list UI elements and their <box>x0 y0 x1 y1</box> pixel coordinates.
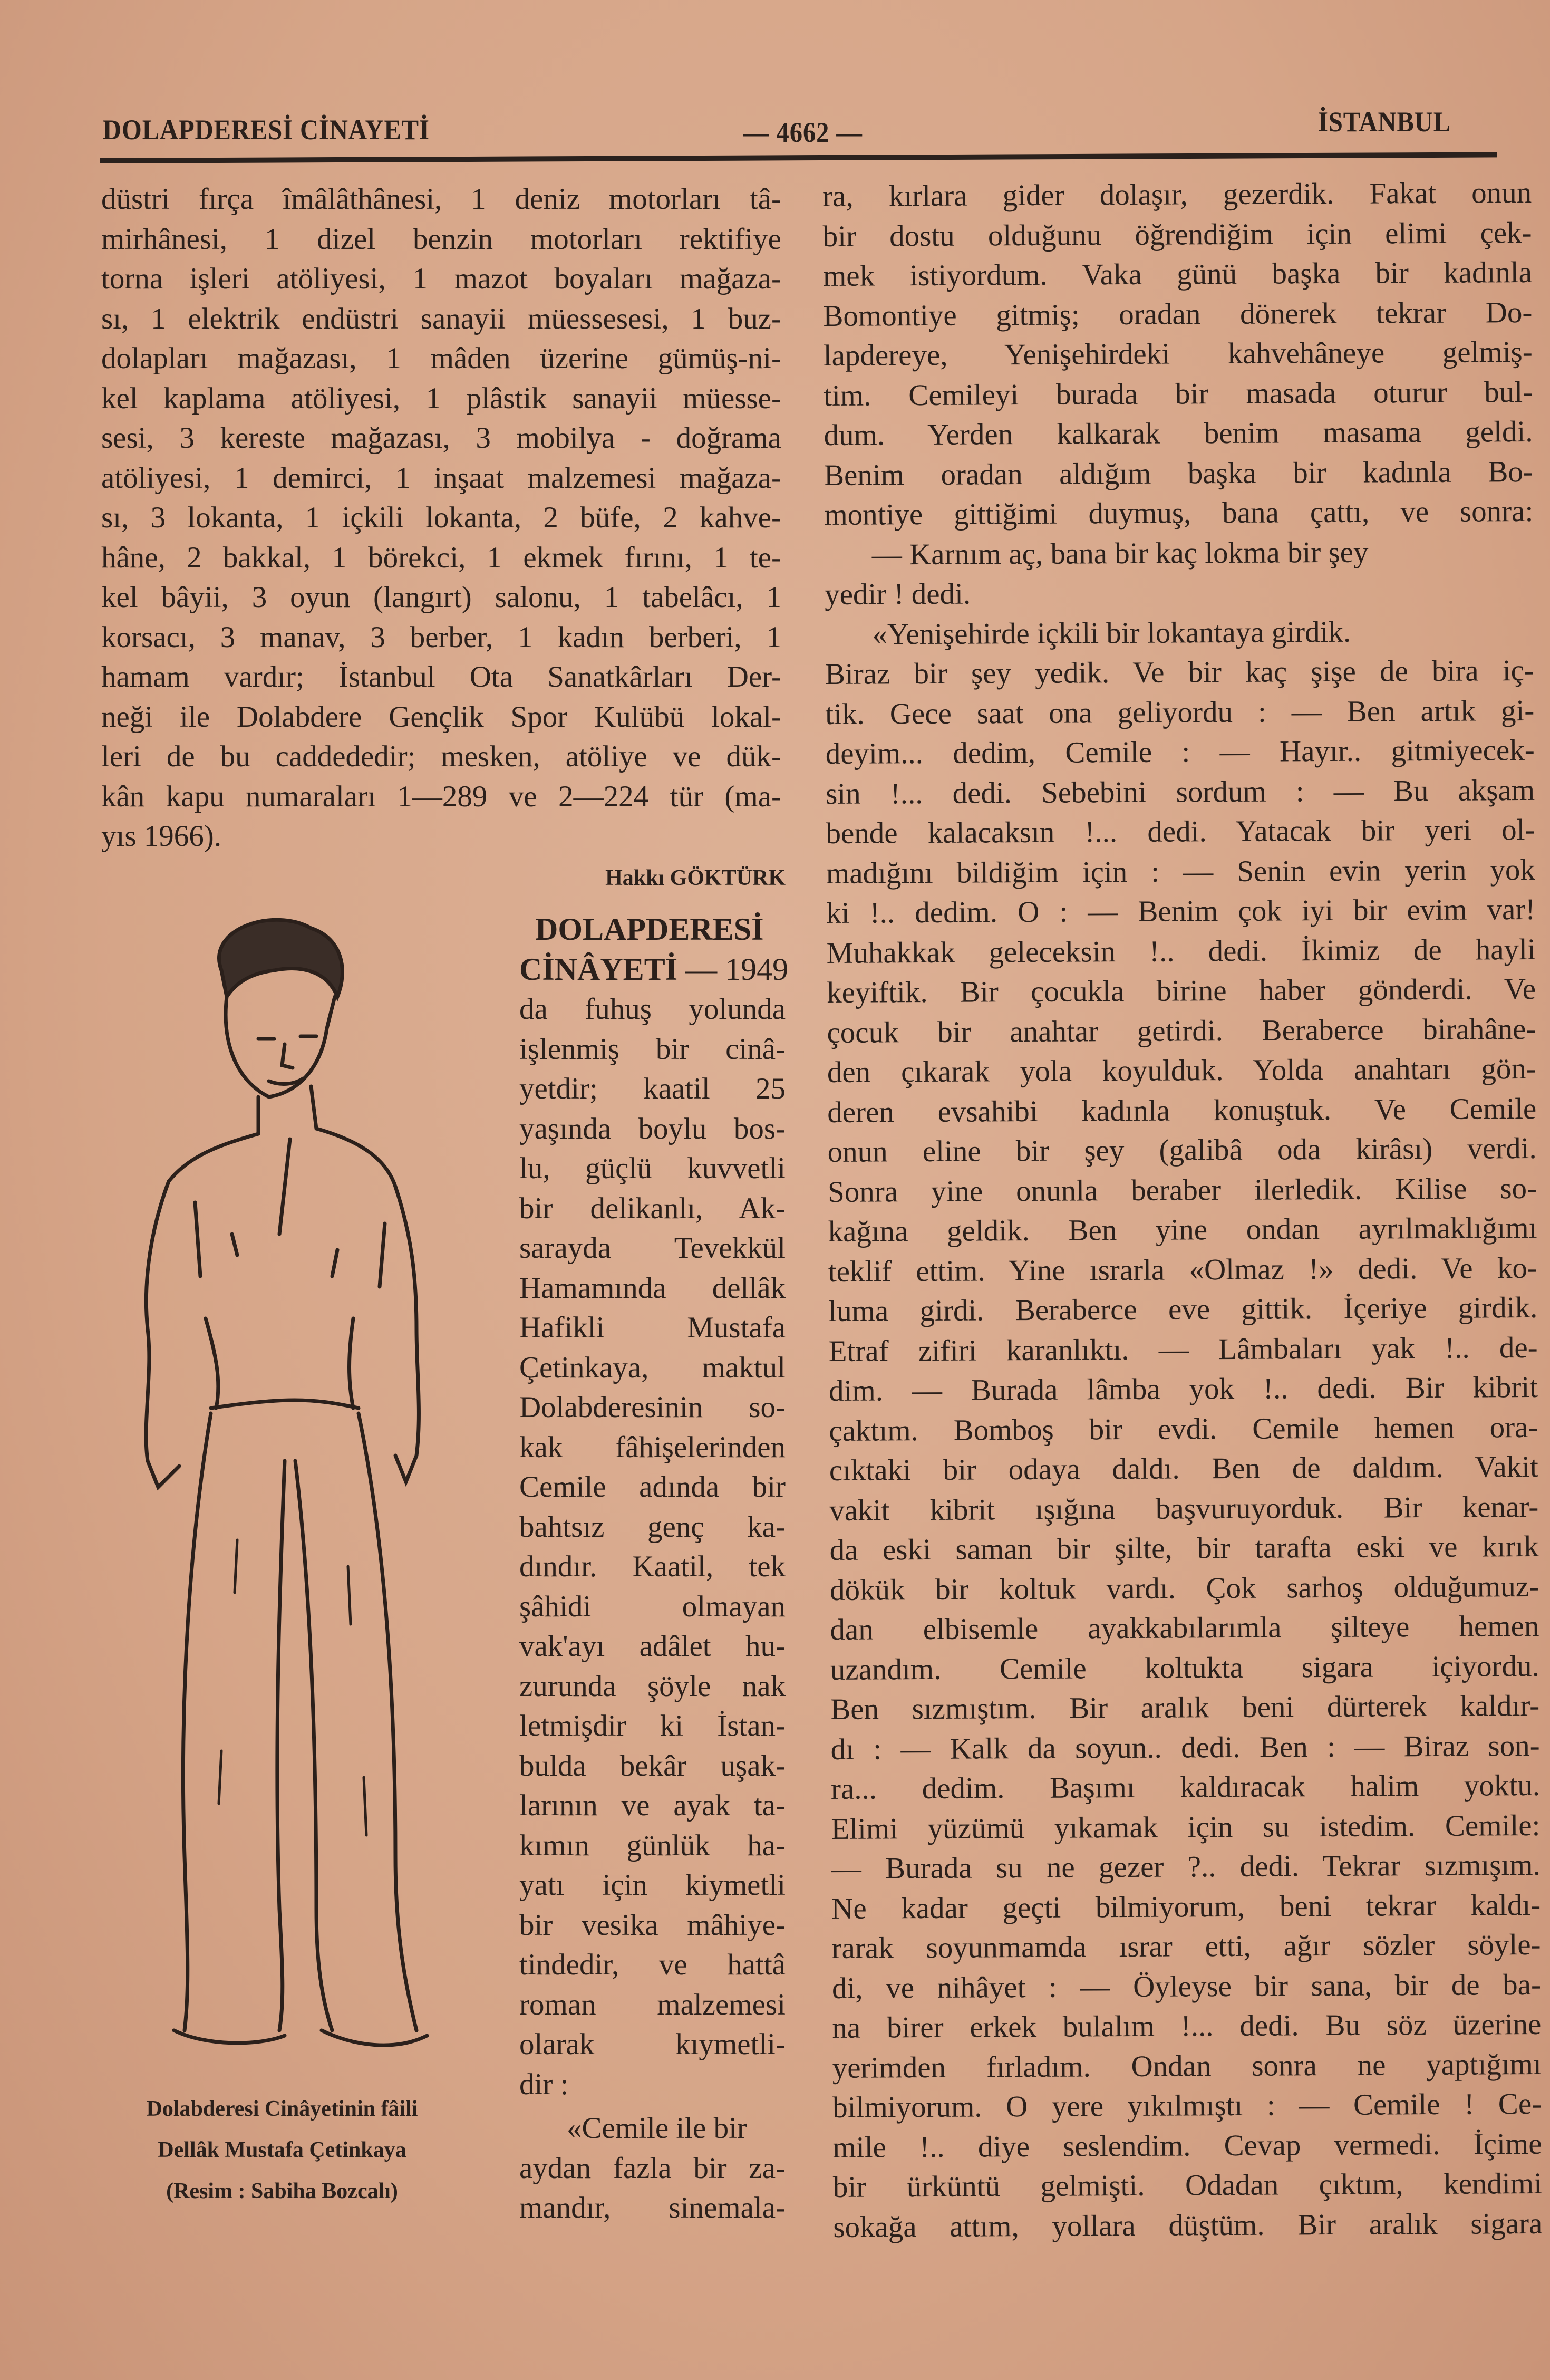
text-line: Hamamında dellâk <box>519 1271 786 1305</box>
text-line: neği ile Dolabdere Gençlik Spor Kulübü lokal- <box>101 700 781 734</box>
text-line: yıs 1966). <box>101 820 221 853</box>
text-line: ra, kırlara gider dolaşır, gezerdik. Fakat onun <box>822 176 1532 213</box>
text-line: torna işleri atöliyesi, 1 mazot boyaları mağaza- <box>101 262 781 295</box>
text-line: Ne kadar geçti bilmiyorum, beni tekrar kaldı- <box>831 1888 1541 1925</box>
running-header-title: DOLAPDERESİ CİNAYETİ <box>103 114 430 146</box>
text-line: sı, 1 elektrik endüstri sanayii müessesesi, 1 buz- <box>101 302 781 335</box>
text-line: çocuk bir anahtar getirdi. Beraberce birahâne- <box>827 1012 1536 1049</box>
text-line: zurunda şöyle nak <box>519 1669 786 1703</box>
caption-line: (Resim : Sabiha Bozcalı) <box>166 2179 398 2203</box>
caption-line: Dellâk Mustafa Çetinkaya <box>158 2138 406 2162</box>
text-line: lu, güçlü kuvvetli <box>519 1152 786 1185</box>
text-line: dim. — Burada lâmba yok !.. dedi. Bir kibrit <box>828 1370 1538 1408</box>
text-line: cıktaki bir odaya daldı. Ben de daldım. Vakit <box>829 1450 1538 1487</box>
text-line: mirhânesi, 1 dizel benzin motorları rektifiye <box>101 222 781 256</box>
article-year: — 1949 <box>677 951 789 987</box>
text-line: letmişdir ki İstan- <box>519 1709 786 1742</box>
text-line: yedir ! dedi. <box>824 577 971 611</box>
text-line: madığını bildiğim için : — Senin evin yerin yok <box>826 853 1536 890</box>
caption-line: Dolabderesi Cinâyetinin fâili <box>146 2097 418 2121</box>
text-line: luma girdi. Beraberce eve gittik. İçeriye girdik. <box>828 1290 1538 1328</box>
text-line: dum. Yerden kalkarak benim masama geldi. <box>824 415 1533 452</box>
text-line: aydan fazla bir za- <box>519 2151 786 2185</box>
text-line: bir delikanlı, Ak- <box>519 1191 786 1225</box>
text-line: Elimi yüzümü yıkamak için su istedim. Cemile: <box>831 1808 1541 1846</box>
text-line: tindedir, ve hattâ <box>519 1948 786 1981</box>
text-line: kel bâyii, 3 oyun (langırt) salonu, 1 tabelâcı, 1 <box>101 581 781 614</box>
text-line: na birer erkek bulalım !... dedi. Bu söz üzerine <box>832 2007 1542 2045</box>
text-line: lapdereye, Yenişehirdeki kahvehâneye gelmiş- <box>823 335 1533 372</box>
text-line: tik. Gece saat ona geliyordu : — Ben artık gi- <box>825 693 1535 731</box>
text-line: Cemile adında bir <box>519 1470 786 1504</box>
text-line: bir ürküntü gelmişti. Odadan çıktım, kendimi <box>832 2166 1543 2204</box>
text-line: den çıkarak yola koyulduk. Yolda anahtarı gön- <box>827 1052 1537 1089</box>
text-line: tim. Cemileyi burada bir masada oturur bul- <box>824 375 1533 412</box>
article-title-line2 <box>519 950 789 990</box>
text-line: bahtsız genç ka- <box>519 1510 786 1544</box>
text-line: ra... dedim. Başımı kaldıracak halim yoktu. <box>830 1768 1541 1806</box>
text-line: kel kaplama atöliyesi, 1 plâstik sanayii müesse- <box>101 381 781 415</box>
middle-column <box>519 857 789 2228</box>
text-line: da fuhuş yolunda <box>519 993 786 1026</box>
text-line: dolapları mağazası, 1 mâden üzerine gümüş-ni- <box>101 342 781 375</box>
text-line: bulda bekâr uşak- <box>519 1749 786 1782</box>
text-line: Dolabderesinin so- <box>519 1391 786 1424</box>
text-line: rarak soyunmamda ısrar etti, ağır sözler söyle- <box>831 1928 1541 1965</box>
text-line: vakit kibrit ışığına başvuruyorduk. Bir kenar- <box>829 1490 1539 1527</box>
text-line: dir : <box>519 2067 569 2101</box>
text-line: sı, 3 lokanta, 1 içkili lokanta, 2 büfe, 2 kahve- <box>101 501 781 534</box>
text-line: mile !.. diye seslendim. Cevap vermedi. İçime <box>832 2127 1542 2164</box>
text-line: kak fâhişelerinden <box>519 1430 786 1464</box>
middle-column-body <box>519 989 786 2228</box>
text-line: deyim... dedim, Cemile : — Hayır.. gitmiyecek- <box>825 733 1535 770</box>
text-line: yetdir; kaatil 25 <box>519 1072 786 1105</box>
left-column <box>101 179 781 856</box>
text-line: çaktım. Bomboş bir evdi. Cemile hemen ora- <box>829 1410 1538 1448</box>
text-line: da eski saman bir şilte, bir tarafta eski ve kırık <box>829 1529 1539 1567</box>
text-line: bir dostu olduğunu öğrendiğim için elimi çek- <box>822 216 1532 253</box>
text-line: — Burada su ne gezer ?.. dedi. Tekrar sızmışım. <box>831 1848 1541 1885</box>
text-line: «Yenişehirde içkili bir lokantaya girdik. <box>872 615 1351 651</box>
header-rule <box>100 152 1497 163</box>
text-line: Ben sızmıştım. Bir aralık beni dürterek kaldır- <box>830 1689 1540 1726</box>
text-line: roman malzemesi <box>519 1988 786 2021</box>
text-line: leri de bu caddededir; mesken, atöliye ve dük- <box>101 740 781 773</box>
text-line: Muhakkak geleceksin !.. dedi. İkimiz de hayli <box>826 932 1536 970</box>
right-column <box>822 173 1543 2247</box>
text-line: olarak kıymetli- <box>519 2028 786 2061</box>
text-line: di, ve nihâyet : — Öyleyse bir sana, bir de ba- <box>831 1968 1542 2005</box>
text-line: sarayda Tevekkül <box>519 1231 786 1265</box>
text-line: sokağa attım, yollara düştüm. Bir aralık sigara <box>833 2206 1543 2244</box>
text-line: bende kalacaksın !... dedi. Yatacak bir yeri ol- <box>826 813 1535 850</box>
text-line: keyiftik. Bir çocukla birine haber gönderdi. Ve <box>826 972 1536 1009</box>
text-line: bilmiyorum. O yere yıkılmıştı : — Cemile ! Ce- <box>832 2087 1542 2124</box>
text-line: düstri fırça îmâlâthânesi, 1 deniz motorları tâ- <box>101 182 781 216</box>
text-line: uzandım. Cemile koltukta sigara içiyordu. <box>830 1649 1539 1687</box>
text-line: vak'ayı adâlet hu- <box>519 1630 786 1663</box>
text-line: dı : — Kalk da soyun.. dedi. Ben : — Biraz son- <box>830 1729 1540 1766</box>
text-line: ki !.. dedim. O : — Benim çok iyi bir evim var! <box>826 892 1536 930</box>
text-line: yaşında boylu bos- <box>519 1112 786 1145</box>
text-line: Sonra yine onunla beraber ilerledik. Kilise so- <box>827 1171 1537 1209</box>
figure-caption <box>100 2088 464 2212</box>
text-line: montiye gittiğimi duymuş, bana çattı, ve sonra: <box>824 494 1534 532</box>
text-line: Çetinkaya, maktul <box>519 1351 786 1384</box>
text-line: Hafikli Mustafa <box>519 1311 786 1344</box>
text-line: mandır, sinemala- <box>519 2191 786 2224</box>
text-line: hamam vardır; İstanbul Ota Sanatkârları Der- <box>101 660 781 693</box>
text-line: sesi, 3 kereste mağazası, 3 mobilya - doğrama <box>101 421 781 455</box>
text-line: sin !... dedi. Sebebini sordum : — Bu akşam <box>825 773 1535 811</box>
text-line: atöliyesi, 1 demirci, 1 inşaat malzemesi mağaza- <box>101 461 781 495</box>
text-line: Etraf zifiri karanlıktı. — Lâmbaları yak !.. de- <box>828 1331 1538 1368</box>
article-title: CİNÂYETİ <box>519 951 678 987</box>
text-line: bir vesika mâhiye- <box>519 1908 786 1942</box>
text-line: dındır. Kaatil, tek <box>519 1550 786 1583</box>
text-line: deren evsahibi kadınla konuştuk. Ve Cemile <box>827 1092 1537 1129</box>
text-line: — Karnım aç, bana bir kaç lokma bir şey <box>871 535 1369 572</box>
running-header-city: İSTANBUL <box>1318 106 1451 138</box>
text-line: işlenmiş bir cinâ- <box>519 1032 786 1066</box>
text-line: kımın günlük ha- <box>519 1828 786 1862</box>
text-line: dökük bir koltuk vardı. Çok sarhoş olduğumuz- <box>829 1569 1539 1607</box>
text-line: Benim oradan aldığım başka bir kadınla Bo- <box>824 455 1534 492</box>
page-number: — 4662 — <box>743 117 863 148</box>
text-line: korsacı, 3 manav, 3 berber, 1 kadın berberi, 1 <box>101 620 781 654</box>
text-line: larının ve ayak ta- <box>519 1789 786 1822</box>
text-line: «Cemile ile bir <box>567 2112 747 2145</box>
text-line: dan elbisemle ayakkabılarımla şilteye hemen <box>830 1609 1539 1646</box>
text-line: Biraz bir şey yedik. Ve bir kaç şişe de bira iç- <box>825 653 1535 691</box>
author-byline: Hakkı GÖKTÜRK <box>605 866 786 890</box>
text-line: yerimden fırladım. Ondan sonra ne yaptığımı <box>832 2047 1542 2085</box>
text-line: kağına geldik. Ben yine ondan ayrılmaklığımı <box>828 1211 1537 1248</box>
text-line: teklif ettim. Yine ısrarla «Olmaz !» dedi. Ve ko- <box>828 1251 1538 1288</box>
text-line: Bomontiye gitmiş; oradan dönerek tekrar Do- <box>823 295 1533 333</box>
text-line: onun eline bir şey (galibâ oda kirâsı) verdi. <box>827 1131 1537 1169</box>
text-line: kân kapu numaraları 1—289 ve 2—224 tür (ma- <box>101 779 781 813</box>
text-line: şâhidi olmayan <box>519 1589 786 1623</box>
text-line: hâne, 2 bakkal, 1 börekci, 1 ekmek fırını, 1 te- <box>101 541 781 574</box>
portrait-illustration <box>100 907 469 2094</box>
article-title-line1: DOLAPDERESİ <box>535 912 764 947</box>
text-line: mek istiyordum. Vaka günü başka bir kadınla <box>822 255 1533 293</box>
text-line: yatı için kiymetli <box>519 1868 786 1902</box>
